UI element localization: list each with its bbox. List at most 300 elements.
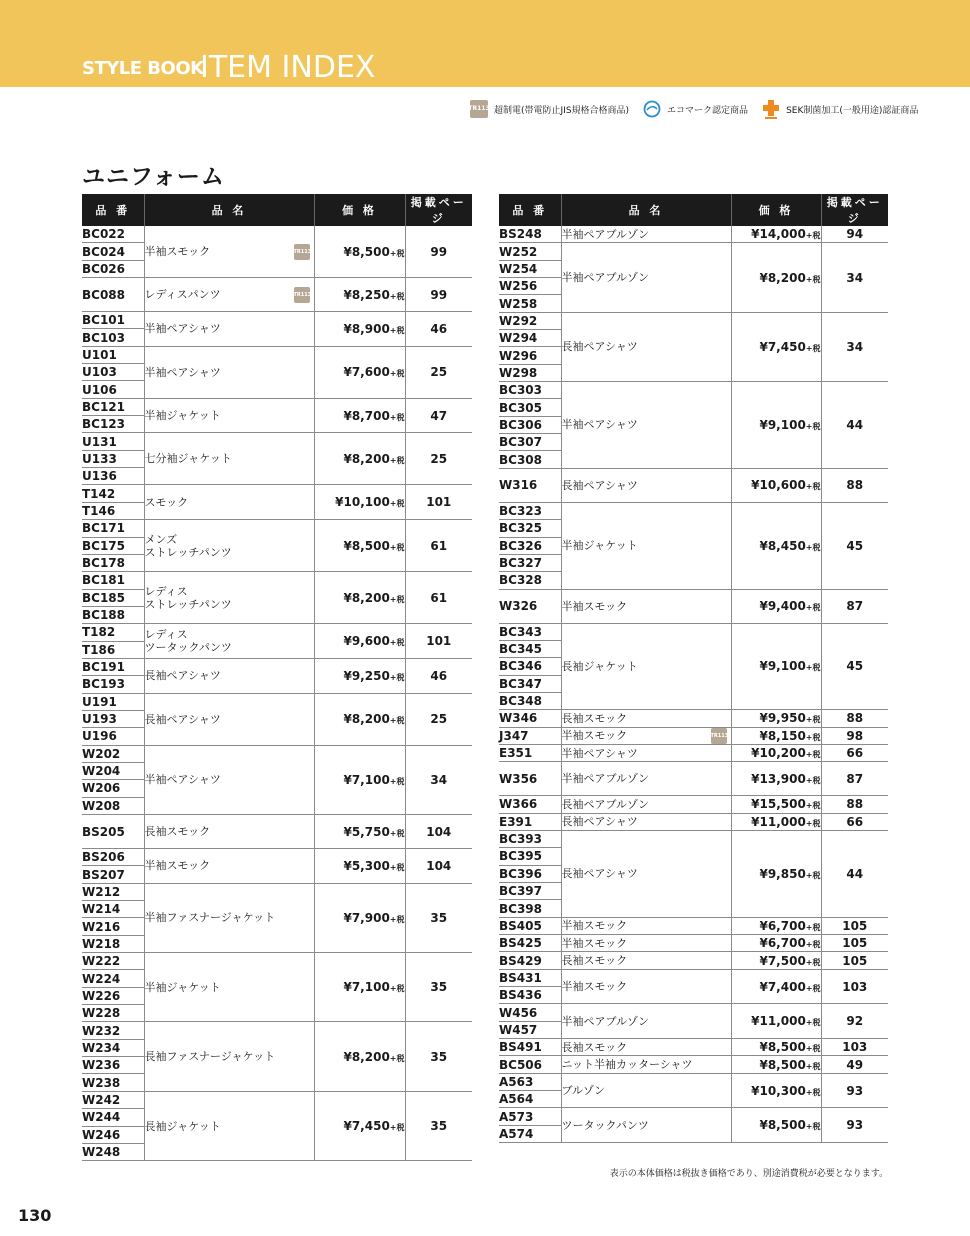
item-code: BC323	[499, 502, 561, 519]
tax-suffix: +税	[805, 801, 821, 811]
item-name: メンズ ストレッチパンツ	[144, 532, 232, 559]
item-page: 45	[821, 623, 888, 710]
item-code: W294	[499, 330, 561, 347]
tax-suffix: +税	[389, 499, 405, 509]
item-page: 35	[405, 953, 472, 1022]
item-code: T182	[82, 624, 144, 641]
item-code: W248	[82, 1143, 144, 1160]
item-code: W214	[82, 901, 144, 918]
item-code: W206	[82, 780, 144, 797]
item-price: ¥8,500	[759, 1118, 806, 1133]
item-code: W226	[82, 987, 144, 1004]
item-price: ¥7,450	[759, 339, 806, 354]
item-price: ¥9,950	[759, 711, 806, 726]
item-page: 47	[405, 398, 472, 433]
item-code: BC348	[499, 692, 561, 709]
item-name: 長袖ファスナージャケット	[144, 1050, 276, 1064]
item-code: BC345	[499, 640, 561, 657]
item-price: ¥10,200	[751, 746, 806, 761]
item-name-cell	[561, 1056, 731, 1073]
tax-suffix: +税	[805, 231, 821, 241]
tax-suffix: +税	[805, 603, 821, 613]
item-price: ¥8,200	[343, 451, 390, 466]
item-page: 98	[821, 727, 888, 744]
item-code: W234	[82, 1039, 144, 1056]
item-page: 104	[405, 849, 472, 884]
item-price-cell	[731, 744, 821, 761]
item-name: 半袖スモック	[561, 936, 628, 950]
tax-suffix: +税	[389, 369, 405, 379]
item-price: ¥5,300	[343, 858, 390, 873]
item-code: W326	[499, 589, 561, 623]
col-header-name: 品 名	[561, 194, 731, 226]
item-code: U196	[82, 728, 144, 745]
item-name-cell	[144, 398, 314, 433]
table-row	[499, 830, 888, 847]
legend	[470, 98, 932, 120]
item-name: レディス ツータックパンツ	[144, 628, 232, 655]
item-page: 44	[821, 830, 888, 917]
item-page: 46	[405, 658, 472, 693]
item-code: W292	[499, 312, 561, 329]
tr-badge-icon: TR113	[294, 287, 310, 303]
tax-suffix: +税	[805, 940, 821, 950]
item-code: W212	[82, 883, 144, 900]
item-name-cell	[561, 935, 731, 952]
item-price-cell	[314, 485, 405, 520]
item-code: W222	[82, 953, 144, 970]
table-row	[499, 382, 888, 399]
item-code: W232	[82, 1022, 144, 1039]
item-name: 半袖ファスナージャケット	[144, 911, 276, 925]
item-name: 半袖スモック	[561, 599, 628, 613]
table-row	[82, 312, 472, 329]
item-code: BS491	[499, 1039, 561, 1056]
item-code: BC325	[499, 520, 561, 537]
table-row	[82, 693, 472, 710]
item-price-cell	[314, 953, 405, 1022]
item-price-cell	[314, 624, 405, 659]
page-number: 130	[18, 1206, 52, 1225]
item-name-cell	[561, 243, 731, 312]
item-code: BS431	[499, 969, 561, 986]
item-price-cell	[731, 589, 821, 623]
item-price: ¥11,000	[751, 814, 806, 829]
item-price-cell	[314, 278, 405, 312]
item-price: ¥9,250	[343, 668, 390, 683]
item-code: U193	[82, 710, 144, 727]
tax-suffix: +税	[805, 542, 821, 552]
col-header-page: 掲載ページ	[405, 194, 472, 226]
col-header-code: 品 番	[82, 194, 144, 226]
item-code: A563	[499, 1073, 561, 1090]
item-name-cell	[561, 382, 731, 469]
item-price: ¥15,500	[751, 797, 806, 812]
legend-item-ecomark	[643, 100, 748, 118]
item-price-cell	[731, 727, 821, 744]
item-page: 87	[821, 589, 888, 623]
table-row	[82, 849, 472, 866]
tax-suffix: +税	[805, 922, 821, 932]
item-code: W252	[499, 243, 561, 260]
item-price-cell	[314, 849, 405, 884]
item-name: 長袖スモック	[144, 825, 211, 838]
section-title: ユニフォーム	[82, 164, 225, 190]
item-code: BC347	[499, 675, 561, 692]
legend-label: エコマーク認定商品	[667, 105, 749, 116]
item-code: W256	[499, 278, 561, 295]
tax-suffix: +税	[389, 455, 405, 465]
item-name: 長袖ペアブルゾン	[561, 797, 650, 811]
item-page: 101	[405, 485, 472, 520]
item-code: W356	[499, 762, 561, 796]
tax-suffix: +税	[805, 870, 821, 880]
tax-suffix: +税	[389, 828, 405, 838]
item-code: W202	[82, 745, 144, 762]
item-price-cell	[731, 1056, 821, 1073]
item-page: 103	[821, 969, 888, 1004]
tax-suffix: +税	[389, 716, 405, 726]
item-name-cell	[561, 1108, 731, 1143]
table-row	[82, 883, 472, 900]
item-code: BC307	[499, 434, 561, 451]
item-price: ¥8,250	[343, 287, 390, 302]
price-footnote: 表示の本体価格は税抜き価格であり、別途消費税が必要となります。	[609, 1169, 888, 1179]
item-code: BC123	[82, 416, 144, 433]
item-code: BC506	[499, 1056, 561, 1073]
item-price-cell	[314, 658, 405, 693]
item-page: 87	[821, 762, 888, 796]
item-code: BC328	[499, 572, 561, 589]
item-name: 半袖スモック	[144, 245, 211, 259]
item-name: 長袖スモック	[561, 1040, 628, 1054]
item-price: ¥5,750	[343, 824, 390, 839]
table-row	[499, 952, 888, 969]
item-name: 半袖スモック	[144, 859, 211, 873]
item-price-cell	[314, 520, 405, 572]
item-name-cell	[561, 589, 731, 623]
item-code: E351	[499, 744, 561, 761]
table-row	[82, 1022, 472, 1039]
item-page: 104	[405, 815, 472, 849]
item-name-cell	[144, 953, 314, 1022]
item-page: 66	[821, 744, 888, 761]
tax-suffix: +税	[805, 421, 821, 431]
tax-suffix: +税	[389, 638, 405, 648]
item-price-cell	[731, 762, 821, 796]
item-code: BC121	[82, 398, 144, 415]
item-code: BS405	[499, 917, 561, 934]
sek-icon	[762, 99, 780, 119]
item-name: 半袖ペアシャツ	[561, 418, 638, 432]
table-row	[82, 624, 472, 641]
item-page: 93	[821, 1108, 888, 1143]
item-code: J347	[499, 727, 561, 744]
item-price: ¥7,400	[759, 979, 806, 994]
item-code: W258	[499, 295, 561, 312]
item-code: W457	[499, 1021, 561, 1038]
item-name-cell	[561, 312, 731, 381]
tax-suffix: +税	[805, 482, 821, 492]
item-name-cell	[144, 624, 314, 659]
item-page: 94	[821, 226, 888, 243]
item-name: 半袖スモック	[561, 729, 628, 743]
style-book-label: STYLE BOOK	[82, 58, 204, 79]
table-row	[499, 226, 888, 243]
item-price-cell	[314, 815, 405, 849]
tax-suffix: +税	[805, 983, 821, 993]
table-row	[82, 433, 472, 450]
table-row	[499, 502, 888, 519]
item-code: W242	[82, 1091, 144, 1108]
item-name-cell	[144, 485, 314, 520]
item-code: T186	[82, 641, 144, 658]
table-row	[82, 398, 472, 415]
item-price: ¥6,700	[759, 936, 806, 951]
item-name: 長袖ジャケット	[144, 1119, 221, 1133]
tax-suffix: +税	[389, 1123, 405, 1132]
item-code: W204	[82, 762, 144, 779]
item-price: ¥10,600	[751, 478, 806, 493]
item-price: ¥8,700	[343, 408, 390, 423]
item-code: T146	[82, 502, 144, 519]
item-price: ¥8,200	[343, 590, 390, 605]
table-row	[499, 1056, 888, 1073]
item-price: ¥8,450	[759, 538, 806, 553]
item-code: W228	[82, 1005, 144, 1022]
item-code: BC346	[499, 658, 561, 675]
item-name: 半袖ペアシャツ	[144, 322, 221, 336]
item-price-cell	[731, 1108, 821, 1143]
table-row	[82, 658, 472, 675]
item-code: BC178	[82, 554, 144, 571]
table-row	[82, 815, 472, 849]
item-page: 88	[821, 796, 888, 813]
item-code: BC026	[82, 260, 144, 277]
tax-suffix: +税	[805, 818, 821, 828]
item-name: 半袖ペアブルゾン	[561, 772, 650, 786]
item-price: ¥8,200	[343, 712, 390, 727]
item-name: レディス ストレッチパンツ	[144, 584, 232, 611]
item-name-cell	[561, 1073, 731, 1108]
item-code: BC103	[82, 329, 144, 346]
item-page: 44	[821, 382, 888, 469]
table-row	[499, 623, 888, 640]
tax-suffix: +税	[805, 1044, 821, 1054]
item-name-cell	[144, 346, 314, 398]
item-price: ¥7,900	[343, 910, 390, 925]
item-code: W254	[499, 260, 561, 277]
item-price-cell	[314, 312, 405, 347]
item-name-cell	[144, 1022, 314, 1091]
tax-suffix: +税	[805, 663, 821, 673]
item-code: W218	[82, 935, 144, 952]
item-price-cell	[731, 243, 821, 312]
item-name: 長袖ペアシャツ	[144, 712, 221, 726]
item-code: BC397	[499, 883, 561, 900]
table-row	[82, 572, 472, 589]
tax-suffix: +税	[389, 862, 405, 872]
tax-suffix: +税	[389, 291, 405, 301]
item-page: 105	[821, 935, 888, 952]
tax-suffix: +税	[389, 248, 405, 258]
item-name: スモック	[144, 495, 189, 509]
item-name: ニット半袖カッターシャツ	[561, 1058, 693, 1072]
item-page: 46	[405, 312, 472, 347]
item-price-cell	[731, 623, 821, 710]
item-name-cell	[144, 572, 314, 624]
tax-suffix: +税	[805, 732, 821, 742]
item-page: 103	[821, 1039, 888, 1056]
item-name-cell	[144, 433, 314, 485]
tr-badge-icon: TR113	[470, 100, 488, 118]
item-page: 99	[405, 226, 472, 278]
item-name-cell	[144, 849, 314, 884]
item-price: ¥9,400	[759, 599, 806, 614]
item-code: BC343	[499, 623, 561, 640]
item-name: ツータックパンツ	[561, 1118, 649, 1132]
col-header-name: 品 名	[144, 194, 314, 226]
item-name-cell	[561, 226, 731, 243]
item-price: ¥9,600	[343, 634, 390, 649]
item-code: BC326	[499, 537, 561, 554]
item-price-cell	[731, 1073, 821, 1108]
item-price-cell	[314, 1091, 405, 1160]
tax-suffix: +税	[805, 1087, 821, 1097]
item-code: W244	[82, 1109, 144, 1126]
item-code: BS429	[499, 952, 561, 969]
table-row	[499, 1039, 888, 1056]
item-name-cell	[561, 502, 731, 589]
tax-suffix: +税	[805, 957, 821, 967]
table-row	[82, 485, 472, 502]
item-price-cell	[314, 433, 405, 485]
table-row	[499, 813, 888, 830]
item-price-cell	[731, 796, 821, 813]
item-price-cell	[731, 830, 821, 917]
item-price: ¥11,000	[751, 1014, 806, 1029]
item-name: レディスパンツ	[144, 288, 221, 302]
item-price-cell	[314, 398, 405, 433]
item-price: ¥7,100	[343, 980, 390, 995]
item-price-cell	[731, 935, 821, 952]
item-name: 半袖ペアブルゾン	[561, 271, 650, 285]
item-code: A573	[499, 1108, 561, 1125]
table-row	[499, 589, 888, 623]
table-row	[499, 710, 888, 727]
item-page: 45	[821, 502, 888, 589]
item-code: BC193	[82, 676, 144, 693]
table-row	[82, 745, 472, 762]
tax-suffix: +税	[389, 984, 405, 994]
item-page: 35	[405, 1022, 472, 1091]
item-name-cell	[144, 693, 314, 745]
item-code: A574	[499, 1125, 561, 1142]
col-header-price: 価 格	[314, 194, 405, 226]
item-price: ¥8,500	[343, 538, 390, 553]
item-page: 93	[821, 1073, 888, 1108]
item-name-cell	[144, 883, 314, 952]
table-row	[82, 1091, 472, 1108]
item-page: 88	[821, 710, 888, 727]
item-code: W296	[499, 347, 561, 364]
item-price-cell	[314, 745, 405, 814]
item-name-cell	[561, 710, 731, 727]
table-row	[499, 727, 888, 744]
item-code: W216	[82, 918, 144, 935]
tax-suffix: +税	[389, 914, 405, 924]
item-name-cell	[561, 744, 731, 761]
item-price-cell	[731, 1039, 821, 1056]
item-name: 半袖ジャケット	[144, 980, 221, 994]
tax-suffix: +税	[805, 750, 821, 760]
item-code: W224	[82, 970, 144, 987]
legend-item-sek	[762, 99, 918, 119]
tr-badge-icon: TR113	[711, 728, 727, 744]
item-code: W366	[499, 796, 561, 813]
tax-suffix: +税	[389, 672, 405, 682]
item-price-cell	[731, 813, 821, 830]
table-row	[499, 744, 888, 761]
item-code: BS248	[499, 226, 561, 243]
legend-label: 超制電(帯電防止JIS規格合格商品)	[494, 105, 630, 116]
item-code: BC024	[82, 243, 144, 260]
item-page: 49	[821, 1056, 888, 1073]
item-page: 34	[405, 745, 472, 814]
left-index-table	[82, 194, 472, 1161]
item-name: 半袖ジャケット	[144, 409, 221, 423]
item-price-cell	[314, 883, 405, 952]
item-code: W316	[499, 468, 561, 502]
item-page: 92	[821, 1004, 888, 1039]
tax-suffix: +税	[389, 1053, 405, 1063]
item-page: 99	[405, 278, 472, 312]
item-code: BC398	[499, 900, 561, 917]
item-price: ¥8,500	[343, 244, 390, 259]
item-price: ¥7,100	[343, 772, 390, 787]
item-name-cell	[561, 969, 731, 1004]
table-row	[82, 520, 472, 537]
item-name-cell	[561, 830, 731, 917]
item-page: 61	[405, 520, 472, 572]
item-name-cell	[561, 1039, 731, 1056]
item-price: ¥13,900	[751, 771, 806, 786]
table-row	[499, 796, 888, 813]
item-price-cell	[731, 710, 821, 727]
item-price: ¥6,700	[759, 918, 806, 933]
item-code: BC022	[82, 226, 144, 243]
item-name-cell	[144, 312, 314, 347]
tax-suffix: +税	[389, 594, 405, 604]
item-name: 長袖ペアシャツ	[561, 867, 638, 881]
table-header-row	[82, 194, 472, 226]
item-name-cell	[144, 278, 314, 312]
item-price: ¥10,100	[335, 495, 390, 510]
item-price-cell	[731, 917, 821, 934]
item-name-cell	[561, 917, 731, 934]
item-code: BC171	[82, 520, 144, 537]
tax-suffix: +税	[805, 1018, 821, 1028]
item-name-cell	[561, 1004, 731, 1039]
tax-suffix: +税	[805, 715, 821, 725]
tax-suffix: +税	[389, 412, 405, 422]
table-row	[499, 1108, 888, 1125]
item-page: 35	[405, 883, 472, 952]
item-name: 半袖ペアブルゾン	[561, 1014, 650, 1028]
item-code: BC306	[499, 416, 561, 433]
item-price-cell	[731, 1004, 821, 1039]
item-code: BS207	[82, 866, 144, 883]
